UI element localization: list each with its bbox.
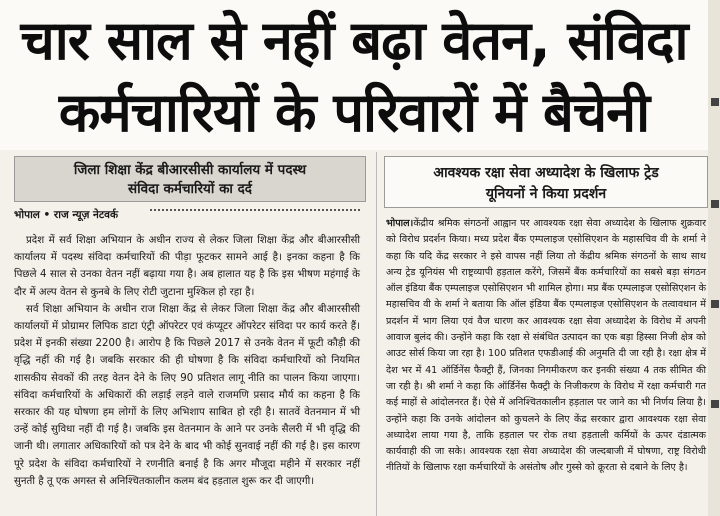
right-article-title-line-2: यूनियनों ने किया प्रदर्शन <box>485 186 607 202</box>
right-article-title-box <box>384 156 708 208</box>
left-article-title-line-1: जिला शिक्षा केंद्र बीआरसीसी कार्यालय में पदस्थ <box>73 162 307 178</box>
left-article-paragraph: सर्व शिक्षा अभियान के अधीन राज शिक्षा केंद्र से लेकर जिला शिक्षा केंद्र और बीआरसीसी कार्यालयों में प्रोग्रामर लिपिक डाटा एंट्री ऑपरेटर एवं कंप्यूटर ऑपरेटर संविदा पर कार्य करते हैं। प्रदेश में इनकी संख्या 2200 है। आरोप है कि पिछले 2017 से उनके वेतन में फूटी कौड़ी की वृद्धि नहीं की गई है। जबकि सरकार की ही घोषणा है कि संविदा कर्मचारियों को नियमित शासकीय सेवकों की तरह वेतन देने के लिए 90 प्रतिशत लागू नीति का पालन किया जाएगा। संविदा कर्मचारियों के अधिकारों की लड़ाई लड़ने वाले राजमणि प्रसाद मौर्य का कहना है कि सरकार की यह घोषणा हम लोगों के लिए अभिशाप साबित हो रही है। सातवें वेतनमान में भी उन्हें कोई सुविधा नहीं दी गई है। जबकि इस वेतनमान के आने पर उनके सैलरी में भी वृद्धि की जानी थी। लगातार अधिकारियों को पत्र देने के बाद भी कोई सुनवाई नहीं की गई है। इस कारण पूरे प्रदेश के संविदा कर्मचारियों ने रणनीति बनाई है कि अगर मौजूदा महीने में सरकार नहीं सुनती है तू एक अगस्त से अनिश्चितकालीन कलम बंद हड़ताल शुरू कर दी जाएगी। <box>14 303 360 487</box>
left-article-byline: भोपाल • राज न्यूज़ नेटवर्क <box>14 209 119 221</box>
left-article-title-line-2: संविदा कर्मचारियों का दर्द <box>128 181 252 197</box>
headline-line-1: चार साल से नहीं बढ़ा वेतन, संविदा <box>20 9 688 72</box>
left-article-paragraph: प्रदेश में सर्व शिक्षा अभियान के अधीन राज्य से लेकर जिला शिक्षा केंद्र और बीआरसीसी कार्यालय में पदस्थ संविदा कर्मचारियों की पीड़ा फूटकर सामने आई है। इनका कहना है कि पिछले 4 साल से उनका वेतन नहीं बढ़ाया गया है। अब हालात यह है कि इस भीषण महंगाई के दौर में अल्प वेतन से कुनबे के लिए रोटी जुटाना मुश्किल हो रहा है। <box>14 235 360 298</box>
left-article-title-box <box>14 156 366 202</box>
left-article <box>0 152 370 516</box>
right-article <box>384 152 706 516</box>
left-article-body <box>14 232 360 490</box>
column-divider <box>376 152 377 516</box>
right-article-text: केंद्रीय श्रमिक संगठनों आह्वान पर आवश्यक रक्षा सेवा अध्यादेश के खिलाफ शुक्रवार को विरोध प्रदर्शन किया। मध्य प्रदेश बैंक एम्पलाइज एसोसिएशन के महासचिव वी के शर्मा ने कहा कि यदि केंद्र सरकार ने इसे वापस नहीं लिया तो केंद्रीय श्रमिक संगठनों के साथ साथ अन्य ट्रेड यूनियंस भी राष्ट्रव्यापी हड़ताल करेंगे, जिसमें बैंक कर्मचारियों का सबसे बड़ा संगठन ऑल इंडिया बैंक एम्पलाइज एसोसिएशन भी शामिल होगा। मप्र बैंक एम्पलाइज एसोसिएशन के महासचिव वी के शर्मा ने बताया कि ऑल इंडिया बैंक एम्पलाइज एसोसिएशन के तत्वावधान में प्रदर्शन में भाग लिया एवं वैज धारण कर आवश्यक रक्षा सेवा अध्यादेश के विरोध में अपनी आवाज बुलंद की। उन्होंने कहा कि रक्षा से संबंधित उत्पादन का एक बड़ा हिस्सा निजी क्षेत्र को आउट सोर्स किया जा रहा है। 100 प्रतिशत एफडीआई की अनुमति दी जा रही है। रक्षा क्षेत्र में देश भर में 41 ऑर्डिनेंस फैक्ट्री हैं, जिनका निगमीकरण कर इनकी संख्या 4 तक सीमित की जा रही है। श्री शर्मा ने कहा कि ऑर्डिनेंस फैक्ट्री के निजीकरण के विरोध में रक्षा कर्मचारी गत कई माहों से आंदोलनरत हैं। ऐसे में अनिश्चितकालीन हड़ताल पर जाने का भी निर्णय लिया है। उन्होंने कहा कि उनके आंदोलन को कुचलने के लिए केंद्र सरकार द्वारा आवश्यक रक्षा सेवा अध्यादेश लाया गया है, ताकि हड़ताल पर रोक तथा हड़ताली कर्मियों के ऊपर दंडात्मक कार्यवाही की जा सके। आवश्यक रक्षा सेवा अध्यादेश की जल्दबाजी में घोषणा, राष्ट्र विरोधी नीतियों के खिलाफ रक्षा कर्मचारियों के असंतोष और गुस्से को क्रूरता से दबाने के लिए है। <box>386 218 706 474</box>
headline-banner <box>0 0 708 150</box>
byline-divider <box>150 209 360 211</box>
right-article-body <box>386 216 706 477</box>
headline-line-2: कर्मचारियों के परिवारों में बैचेनी <box>58 81 650 144</box>
right-article-title-line-1: आवश्यक रक्षा सेवा अध्यादेश के खिलाफ ट्रेड <box>433 165 659 181</box>
right-article-dateline: भोपाल। <box>386 218 414 229</box>
adjacent-page-edge <box>708 0 720 516</box>
